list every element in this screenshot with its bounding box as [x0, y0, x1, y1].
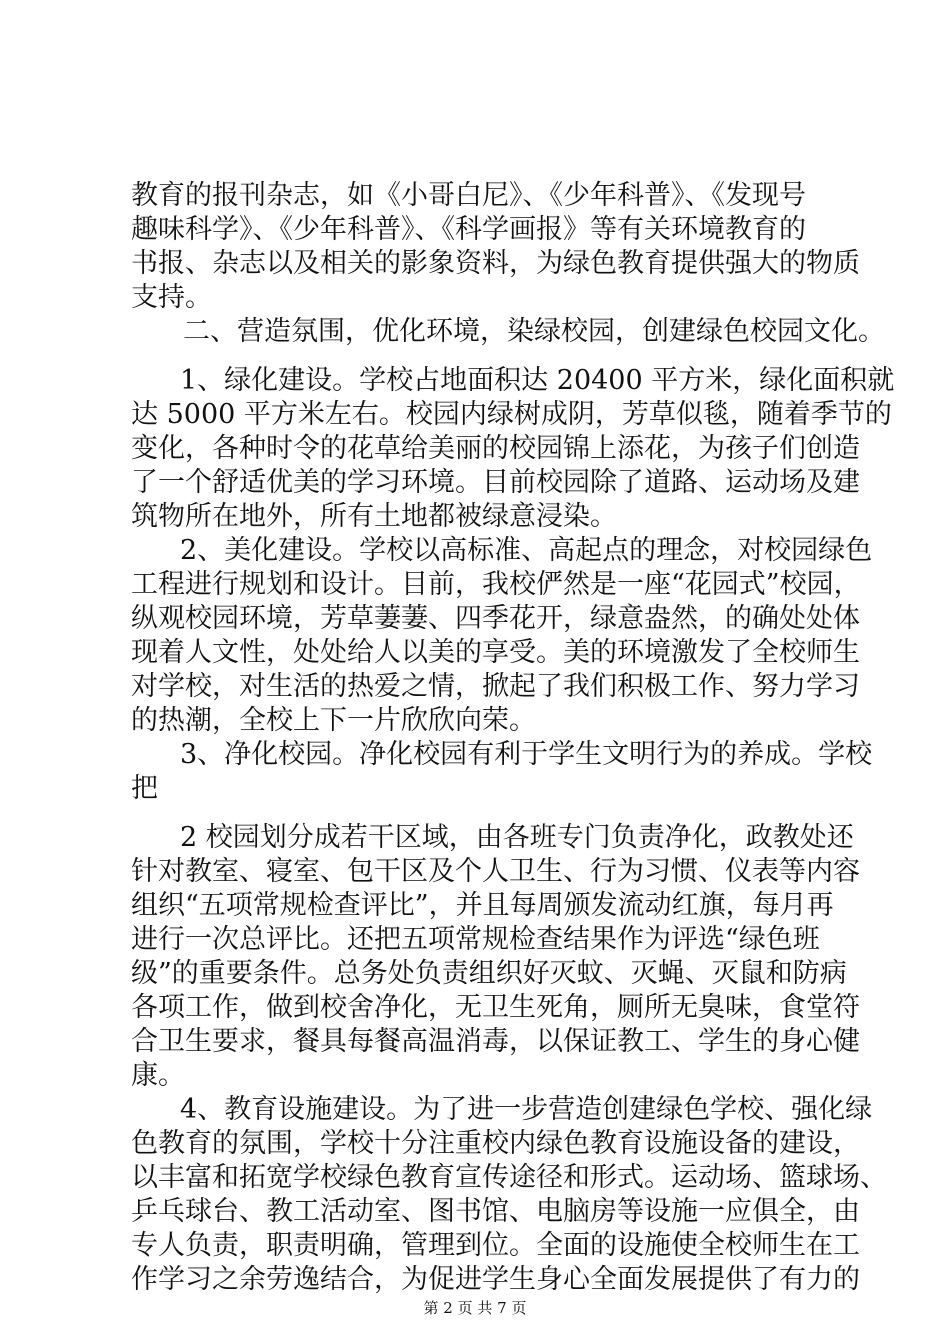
text-line-22: 进行一次总评比。还把五项常规检查结果作为评选“绿色班 [131, 924, 820, 955]
text-line-23: 级”的重要条件。总务处负责组织好灭蚊、灭蝇、灭鼠和防病 [131, 958, 847, 989]
text-line-12: 工程进行规划和设计。目前，我校俨然是一座“花园式”校园， [131, 569, 861, 600]
text-line-4: 支持。 [131, 282, 212, 313]
page-footer: 第 2 页 共 7 页 [423, 1299, 527, 1317]
text-line-18: 把 [131, 773, 158, 804]
text-line-6: 1、绿化建设。学校占地面积达 20400 平方米，绿化面积就 [180, 365, 895, 396]
text-line-14: 现着人文性，处处给人以美的享受。美的环境激发了全校师生 [131, 637, 860, 668]
text-line-28: 色教育的氛围，学校十分注重校内绿色教育设施设备的建设， [131, 1128, 860, 1159]
text-line-1: 教育的报刊杂志，如《小哥白尼》、《少年科普》、《发现号 [131, 180, 806, 211]
text-line-10: 筑物所在地外，所有土地都被绿意浸染。 [131, 501, 617, 532]
text-line-21: 组织“五项常规检查评比”，并且每周颁发流动红旗，每月再 [131, 890, 834, 921]
text-line-24: 各项工作，做到校舍净化，无卫生死角，厕所无臭味，食堂符 [131, 992, 860, 1023]
text-line-11: 2、美化建设。学校以高标准、高起点的理念，对校园绿色 [180, 535, 873, 566]
text-line-20: 针对教室、寝室、包干区及个人卫生、行为习惯、仪表等内容 [131, 856, 860, 887]
text-line-17: 3、净化校园。净化校园有利于学生文明行为的养成。学校 [180, 739, 873, 770]
text-line-13: 纵观校园环境，芳草萋萋、四季花开，绿意盎然，的确处处体 [131, 603, 860, 634]
text-line-19: 2 校园划分成若干区域，由各班专门负责净化，政教处还 [180, 822, 854, 853]
text-line-31: 专人负责，职责明确，管理到位。全面的设施使全校师生在工 [131, 1230, 860, 1261]
text-line-3: 书报、杂志以及相关的影象资料，为绿色教育提供强大的物质 [131, 248, 860, 279]
text-line-15: 对学校，对生活的热爱之情，掀起了我们积极工作、努力学习 [131, 671, 860, 702]
text-line-30: 乒乓球台、教工活动室、图书馆、电脑房等设施一应俱全，由 [131, 1196, 860, 1227]
text-line-27: 4、教育设施建设。为了进一步营造创建绿色学校、强化绿 [180, 1094, 873, 1125]
text-line-9: 了一个舒适优美的学习环境。目前校园除了道路、运动场及建 [131, 467, 860, 498]
text-line-29: 以丰富和拓宽学校绿色教育宣传途径和形式。运动场、篮球场、 [131, 1162, 887, 1193]
text-line-8: 变化，各种时令的花草给美丽的校园锦上添花，为孩子们创造 [131, 433, 860, 464]
text-line-7: 达 5000 平方米左右。校园内绿树成阴，芳草似毯，随着季节的 [131, 399, 892, 430]
text-line-32: 作学习之余劳逸结合，为促进学生身心全面发展提供了有力的 [131, 1264, 860, 1295]
text-line-2: 趣味科学》、《少年科普》、《科学画报》等有关环境教育的 [131, 214, 806, 245]
section-heading: 二、营造氛围，优化环境，染绿校园，创建绿色校园文化。 [183, 316, 885, 347]
text-line-25: 合卫生要求，餐具每餐高温消毒，以保证教工、学生的身心健 [131, 1026, 860, 1057]
text-line-26: 康。 [131, 1060, 185, 1091]
text-line-16: 的热潮，全校上下一片欣欣向荣。 [131, 705, 536, 736]
